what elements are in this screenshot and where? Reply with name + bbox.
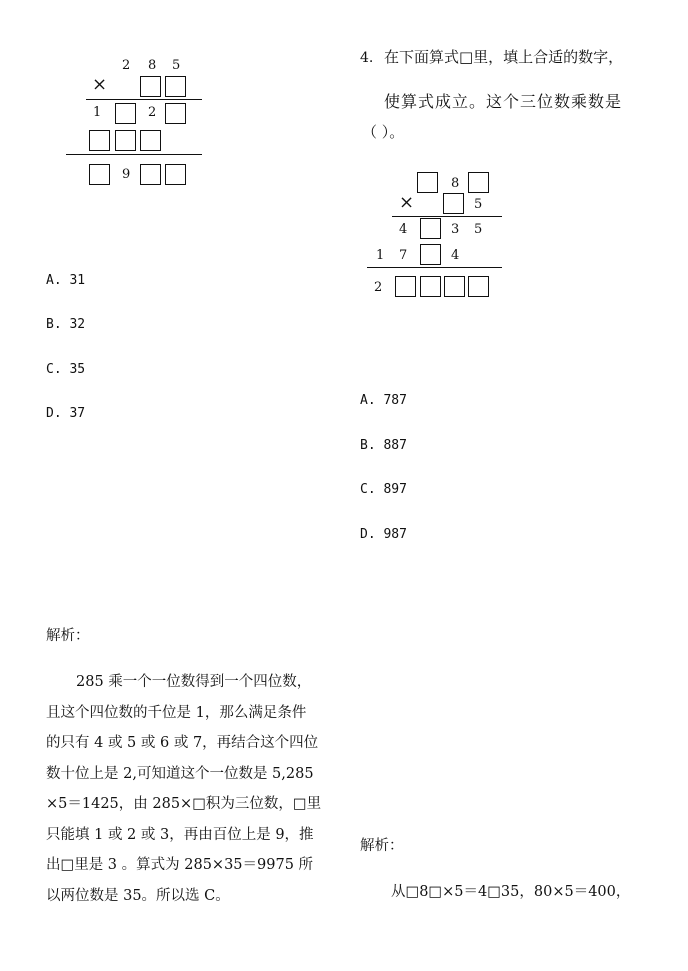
option-c[interactable]: C. 897 <box>360 482 407 497</box>
blank-box[interactable] <box>165 103 186 124</box>
option-a[interactable]: A. 31 <box>46 273 86 288</box>
blank-box[interactable] <box>417 172 438 193</box>
option-b[interactable]: B. 32 <box>46 317 86 332</box>
option-b[interactable]: B. 887 <box>360 438 407 453</box>
multiplier-digit: 5 <box>474 197 483 212</box>
partial-digit: 2 <box>148 105 157 120</box>
solution-line: 数十位上是 2,可知道这个一位数是 5,285 <box>46 765 314 782</box>
option-d[interactable]: D. 37 <box>46 406 86 421</box>
blank-box[interactable] <box>420 244 441 265</box>
blank-box[interactable] <box>140 76 161 97</box>
partial-digit: 1 <box>93 105 102 120</box>
divider-line <box>66 154 202 155</box>
solution-line: 从□8□×5＝4□35，80×5＝400， <box>391 884 631 900</box>
result-digit: 9 <box>122 167 131 182</box>
times-sign: × <box>399 192 415 213</box>
solution-line: ×5＝1425，由 285×□积为三位数，□里 <box>46 796 322 812</box>
solution-line: 的只有 4 或 5 或 6 或 7，再结合这个四位 <box>46 735 319 751</box>
divider-line <box>367 267 502 268</box>
solution-line: 以两位数是 35。所以选 C。 <box>46 887 230 904</box>
option-a[interactable]: A. 787 <box>360 393 407 408</box>
multiplicand-digit: 8 <box>451 176 460 191</box>
solution-line: 285 乘一个一位数得到一个四位数， <box>76 674 312 690</box>
blank-box[interactable] <box>140 164 161 185</box>
question-text-line1: 在下面算式□里，填上合适的数字， <box>384 48 624 66</box>
blank-box[interactable] <box>468 172 489 193</box>
result-digit: 2 <box>374 280 383 295</box>
blank-box[interactable] <box>395 276 416 297</box>
times-sign: × <box>92 74 108 95</box>
option-d[interactable]: D. 987 <box>360 527 407 542</box>
divider-line <box>392 216 502 217</box>
solution-heading: 解析： <box>360 838 404 854</box>
partial-digit: 4 <box>451 248 460 263</box>
blank-box[interactable] <box>140 130 161 151</box>
question-number: 4. <box>360 50 374 66</box>
left-multiplicand-digit: 2 <box>122 58 131 73</box>
blank-box[interactable] <box>115 103 136 124</box>
blank-box[interactable] <box>165 76 186 97</box>
blank-box[interactable] <box>444 276 465 297</box>
solution-paragraph <box>46 667 336 911</box>
partial-digit: 7 <box>399 248 408 263</box>
blank-box[interactable] <box>115 130 136 151</box>
blank-box[interactable] <box>89 164 110 185</box>
question-text-line2: 使算式成立。这个三位数乘数是 <box>384 92 623 111</box>
left-multiplicand-digit: 8 <box>148 58 157 73</box>
partial-digit: 1 <box>376 248 385 263</box>
solution-line: 出□里是 3 。算式为 285×35＝9975 所 <box>46 857 314 873</box>
solution-line: 且这个四位数的千位是 1，那么满足条件 <box>46 704 307 721</box>
partial-digit: 3 <box>451 222 460 237</box>
blank-box[interactable] <box>420 218 441 239</box>
blank-box[interactable] <box>420 276 441 297</box>
partial-digit: 5 <box>474 222 483 237</box>
question-text-line3: （ ）。 <box>362 123 405 141</box>
blank-box[interactable] <box>443 193 464 214</box>
option-c[interactable]: C. 35 <box>46 362 86 377</box>
blank-box[interactable] <box>165 164 186 185</box>
left-multiplicand-digit: 5 <box>172 58 181 73</box>
blank-box[interactable] <box>89 130 110 151</box>
solution-line: 只能填 1 或 2 或 3，再由百位上是 9，推 <box>46 826 314 843</box>
divider-line <box>86 99 202 100</box>
solution-heading: 解析： <box>46 628 90 644</box>
partial-digit: 4 <box>399 222 408 237</box>
blank-box[interactable] <box>468 276 489 297</box>
